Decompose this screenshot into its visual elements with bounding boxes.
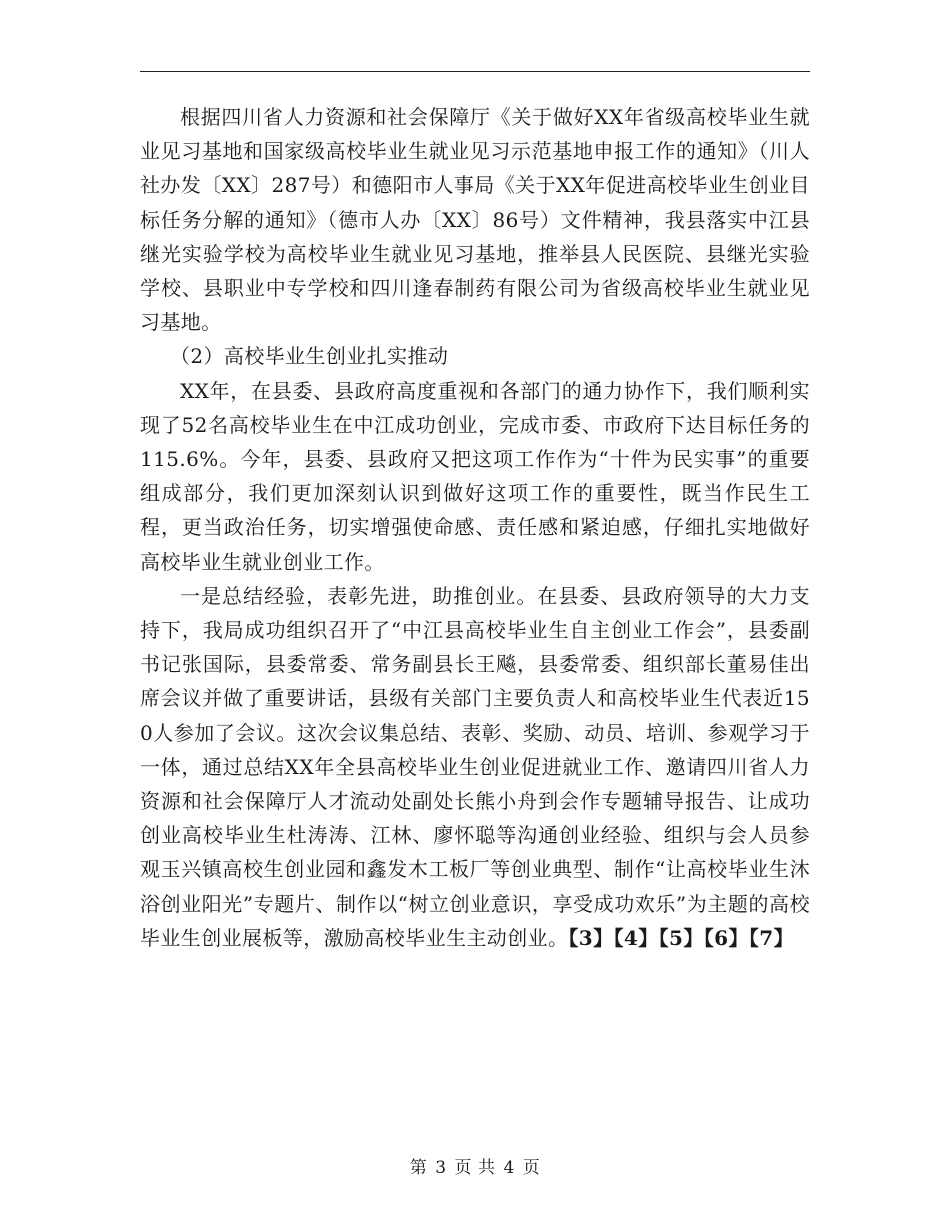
paragraph-text: 一是总结经验，表彰先进，助推创业。在县委、县政府领导的大力支持下，我局成功组织召开了“中江县高校毕业生自主创业工作会”，县委副书记张国际，县委常委、常务副县长王飚，县委常委、组织部长董易佳出席会议并做了重要讲话，县级有关部门主要负责人和高校毕业生代表近150人参加了会议。这次会议集总结、表彰、奖励、动员、培训、参观学习于一体，通过总结XX年全县高校毕业生创业促进就业工作、邀请四川省人力资源和社会保障厅人才流动处副处长熊小舟到会作专题辅导报告、让成功创业高校毕业生杜涛涛、江林、廖怀聪等沟通创业经验、组织与会人员参观玉兴镇高校生创业园和鑫发木工板厂等创业典型、制作“让高校毕业生沐浴创业阳光”专题片、制作以“树立创业意识，享受成功欢乐”为主题的高校毕业生创业展板等，激励高校毕业生主动创业。 xyxy=(140,583,810,950)
paragraph-entrepreneurship-results xyxy=(140,374,810,579)
header-rule xyxy=(140,71,810,72)
page-label-prefix: 第 xyxy=(409,1158,428,1178)
total-pages-number: 4 xyxy=(503,1158,515,1178)
current-page-number: 3 xyxy=(435,1158,447,1178)
section-subheading xyxy=(140,339,810,373)
page-label-mid: 页 共 xyxy=(454,1158,496,1178)
paragraph-internship-bases xyxy=(140,100,810,339)
page-label-suffix: 页 xyxy=(522,1158,541,1178)
paragraph-experience-summary xyxy=(140,579,810,955)
paragraph-text: 根据四川省人力资源和社会保障厅《关于做好XX年省级高校毕业生就业见习基地和国家级高校毕业生就业见习示范基地申报工作的通知》（川人社办发〔XX〕287号）和德阳市人事局《关于XX年促进高校毕业生创业目标任务分解的通知》（德市人办〔XX〕86号）文件精神，我县落实中江县继光实验学校为高校毕业生就业见习基地，推举县人民医院、县继光实验学校、县职业中专学校和四川逢春制药有限公司为省级高校毕业生就业见习基地。 xyxy=(140,105,810,335)
document-body xyxy=(140,100,810,955)
reference-links[interactable]: 【3】【4】【5】【6】【7】 xyxy=(568,925,794,950)
page-footer xyxy=(0,1153,950,1178)
subheading-text: （2）高校毕业生创业扎实推动 xyxy=(170,344,449,369)
paragraph-text: XX年，在县委、县政府高度重视和各部门的通力协作下，我们顺利实现了52名高校毕业生在中江成功创业，完成市委、市政府下达目标任务的115.6%。今年，县委、县政府又把这项工作作为“十件为民实事”的重要组成部分，我们更加深刻认识到做好这项工作的重要性，既当作民生工程，更当政治任务，切实增强使命感、责任感和紧迫感，仔细扎实地做好高校毕业生就业创业工作。 xyxy=(140,378,810,574)
